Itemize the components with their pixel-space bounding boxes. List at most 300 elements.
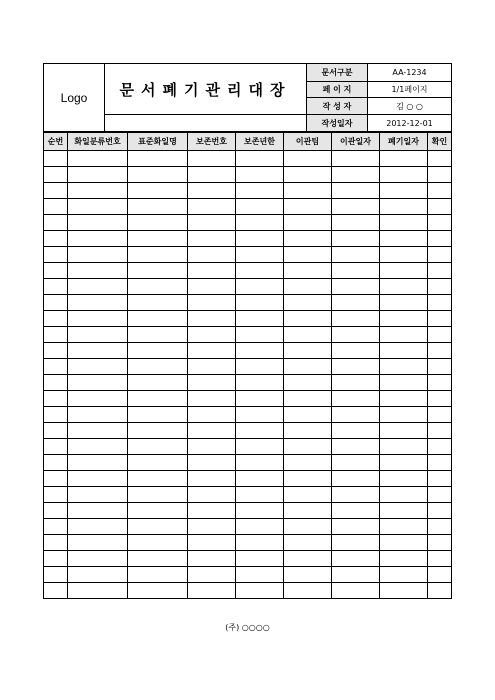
table-row — [44, 535, 452, 551]
table-cell[interactable] — [128, 311, 188, 327]
table-cell[interactable] — [128, 407, 188, 423]
table-cell[interactable] — [332, 455, 380, 471]
table-cell[interactable] — [188, 423, 236, 439]
table-cell[interactable] — [380, 503, 428, 519]
table-cell[interactable] — [188, 439, 236, 455]
table-cell[interactable] — [236, 423, 284, 439]
table-cell[interactable] — [380, 375, 428, 391]
table-cell[interactable] — [380, 551, 428, 567]
table-cell[interactable] — [380, 215, 428, 231]
table-cell[interactable] — [428, 167, 452, 183]
table-cell[interactable] — [68, 535, 128, 551]
table-cell[interactable] — [44, 471, 68, 487]
table-cell[interactable] — [44, 535, 68, 551]
table-cell[interactable] — [428, 551, 452, 567]
col-header-transfer-date: 이관일자 — [332, 133, 380, 151]
table-cell[interactable] — [428, 279, 452, 295]
table-cell[interactable] — [332, 519, 380, 535]
table-cell[interactable] — [44, 375, 68, 391]
table-cell[interactable] — [332, 407, 380, 423]
table-cell[interactable] — [284, 535, 332, 551]
table-cell[interactable] — [188, 215, 236, 231]
table-cell[interactable] — [188, 167, 236, 183]
table-cell[interactable] — [188, 343, 236, 359]
table-cell[interactable] — [68, 487, 128, 503]
table-cell[interactable] — [380, 247, 428, 263]
table-row — [44, 407, 452, 423]
table-cell[interactable] — [380, 407, 428, 423]
table-cell[interactable] — [68, 343, 128, 359]
table-cell[interactable] — [236, 407, 284, 423]
table-cell[interactable] — [128, 439, 188, 455]
table-cell[interactable] — [68, 231, 128, 247]
table-row — [44, 279, 452, 295]
table-cell[interactable] — [44, 343, 68, 359]
table-cell[interactable] — [284, 567, 332, 583]
table-cell[interactable] — [284, 263, 332, 279]
table-cell[interactable] — [68, 423, 128, 439]
table-cell[interactable] — [44, 455, 68, 471]
table-cell[interactable] — [332, 279, 380, 295]
table-cell[interactable] — [284, 167, 332, 183]
table-cell[interactable] — [128, 375, 188, 391]
table-cell[interactable] — [68, 311, 128, 327]
table-cell[interactable] — [128, 327, 188, 343]
table-cell[interactable] — [284, 279, 332, 295]
table-cell[interactable] — [68, 327, 128, 343]
table-cell[interactable] — [68, 503, 128, 519]
table-cell[interactable] — [188, 199, 236, 215]
table-cell[interactable] — [68, 439, 128, 455]
table-cell[interactable] — [68, 247, 128, 263]
table-row — [44, 503, 452, 519]
table-cell[interactable] — [44, 231, 68, 247]
footer-company: (주) ○○○○ — [225, 623, 270, 632]
table-cell[interactable] — [188, 455, 236, 471]
table-cell[interactable] — [380, 519, 428, 535]
table-cell[interactable] — [332, 535, 380, 551]
table-row — [44, 551, 452, 567]
field-value-page: 1/1페이지 — [368, 82, 452, 98]
table-cell[interactable] — [236, 231, 284, 247]
table-cell[interactable] — [44, 439, 68, 455]
table-cell[interactable] — [236, 311, 284, 327]
table-cell[interactable] — [128, 455, 188, 471]
table-cell[interactable] — [380, 167, 428, 183]
table-cell[interactable] — [44, 391, 68, 407]
table-cell[interactable] — [44, 423, 68, 439]
table-cell[interactable] — [284, 215, 332, 231]
table-cell[interactable] — [68, 263, 128, 279]
table-cell[interactable] — [68, 151, 128, 167]
col-header-confirm: 확인 — [428, 133, 452, 151]
table-cell[interactable] — [128, 231, 188, 247]
table-cell[interactable] — [380, 359, 428, 375]
table-cell[interactable] — [380, 263, 428, 279]
table-cell[interactable] — [128, 263, 188, 279]
table-cell[interactable] — [128, 151, 188, 167]
table-cell[interactable] — [68, 455, 128, 471]
table-cell[interactable] — [128, 423, 188, 439]
table-cell[interactable] — [236, 455, 284, 471]
table-header-row — [44, 133, 452, 151]
table-cell[interactable] — [284, 391, 332, 407]
table-cell[interactable] — [188, 487, 236, 503]
table-cell[interactable] — [236, 359, 284, 375]
table-cell[interactable] — [44, 551, 68, 567]
table-cell[interactable] — [188, 503, 236, 519]
table-row — [44, 183, 452, 199]
table-row — [44, 311, 452, 327]
table-row — [44, 439, 452, 455]
table-cell[interactable] — [332, 231, 380, 247]
table-cell[interactable] — [128, 583, 188, 599]
table-cell[interactable] — [128, 519, 188, 535]
table-cell[interactable] — [188, 391, 236, 407]
table-cell[interactable] — [332, 359, 380, 375]
table-cell[interactable] — [188, 407, 236, 423]
table-cell[interactable] — [428, 519, 452, 535]
table-row — [44, 263, 452, 279]
table-cell[interactable] — [188, 279, 236, 295]
table-cell[interactable] — [428, 183, 452, 199]
table-cell[interactable] — [128, 183, 188, 199]
table-cell[interactable] — [428, 295, 452, 311]
table-cell[interactable] — [236, 439, 284, 455]
table-cell[interactable] — [188, 375, 236, 391]
col-header-std-file-name: 표준화일명 — [128, 133, 188, 151]
table-cell[interactable] — [332, 151, 380, 167]
table-cell[interactable] — [128, 503, 188, 519]
table-cell[interactable] — [44, 311, 68, 327]
table-cell[interactable] — [128, 215, 188, 231]
table-cell[interactable] — [68, 375, 128, 391]
table-cell[interactable] — [68, 471, 128, 487]
table-cell[interactable] — [428, 423, 452, 439]
table-cell[interactable] — [380, 151, 428, 167]
table-cell[interactable] — [44, 407, 68, 423]
table-cell[interactable] — [428, 439, 452, 455]
table-cell[interactable] — [188, 327, 236, 343]
table-cell[interactable] — [284, 151, 332, 167]
table-cell[interactable] — [380, 231, 428, 247]
table-cell[interactable] — [284, 295, 332, 311]
table-cell[interactable] — [332, 343, 380, 359]
table-row — [44, 151, 452, 167]
table-cell[interactable] — [332, 375, 380, 391]
table-cell[interactable] — [380, 423, 428, 439]
table-cell[interactable] — [68, 391, 128, 407]
table-cell[interactable] — [284, 359, 332, 375]
table-cell[interactable] — [128, 487, 188, 503]
table-cell[interactable] — [428, 263, 452, 279]
table-cell[interactable] — [236, 295, 284, 311]
table-cell[interactable] — [332, 295, 380, 311]
table-cell[interactable] — [68, 199, 128, 215]
table-cell[interactable] — [44, 583, 68, 599]
table-row — [44, 375, 452, 391]
table-cell[interactable] — [44, 215, 68, 231]
table-cell[interactable] — [68, 183, 128, 199]
table-cell[interactable] — [428, 343, 452, 359]
table-cell[interactable] — [284, 375, 332, 391]
table-row — [44, 583, 452, 599]
table-row — [44, 423, 452, 439]
table-cell[interactable] — [128, 199, 188, 215]
table-cell[interactable] — [332, 247, 380, 263]
table-cell[interactable] — [428, 503, 452, 519]
table-cell[interactable] — [68, 279, 128, 295]
table-cell[interactable] — [284, 311, 332, 327]
field-label-author: 작 성 자 — [307, 98, 368, 115]
table-cell[interactable] — [380, 295, 428, 311]
col-header-retention-period: 보존년한 — [236, 133, 284, 151]
table-cell[interactable] — [128, 359, 188, 375]
table-cell[interactable] — [380, 487, 428, 503]
table-cell[interactable] — [380, 199, 428, 215]
table-cell[interactable] — [44, 167, 68, 183]
table-cell[interactable] — [128, 167, 188, 183]
table-cell[interactable] — [332, 583, 380, 599]
table-row — [44, 487, 452, 503]
table-cell[interactable] — [44, 359, 68, 375]
table-cell[interactable] — [332, 167, 380, 183]
document-sheet — [43, 63, 451, 599]
table-cell[interactable] — [236, 343, 284, 359]
table-cell[interactable] — [236, 375, 284, 391]
table-cell[interactable] — [332, 183, 380, 199]
table-cell[interactable] — [236, 327, 284, 343]
table-cell[interactable] — [428, 567, 452, 583]
table-cell[interactable] — [128, 343, 188, 359]
table-cell[interactable] — [332, 391, 380, 407]
table-cell[interactable] — [428, 471, 452, 487]
table-cell[interactable] — [284, 231, 332, 247]
table-cell[interactable] — [188, 247, 236, 263]
table-cell[interactable] — [380, 439, 428, 455]
table-cell[interactable] — [68, 359, 128, 375]
table-cell[interactable] — [380, 343, 428, 359]
table-cell[interactable] — [188, 231, 236, 247]
table-cell[interactable] — [188, 359, 236, 375]
table-cell[interactable] — [188, 519, 236, 535]
table-cell[interactable] — [236, 247, 284, 263]
table-cell[interactable] — [380, 279, 428, 295]
table-cell[interactable] — [428, 311, 452, 327]
table-cell[interactable] — [128, 247, 188, 263]
table-cell[interactable] — [236, 263, 284, 279]
table-cell[interactable] — [284, 407, 332, 423]
table-cell[interactable] — [128, 535, 188, 551]
table-cell[interactable] — [236, 183, 284, 199]
table-row — [44, 519, 452, 535]
table-cell[interactable] — [284, 487, 332, 503]
field-value-author: 김 ○ ○ — [368, 98, 452, 115]
table-cell[interactable] — [44, 327, 68, 343]
table-cell[interactable] — [428, 359, 452, 375]
table-cell[interactable] — [44, 279, 68, 295]
field-label-doc-type: 문서구분 — [307, 64, 368, 82]
table-row — [44, 343, 452, 359]
col-header-file-class-no: 화일분류번호 — [68, 133, 128, 151]
table-cell[interactable] — [236, 167, 284, 183]
table-cell[interactable] — [236, 391, 284, 407]
table-cell[interactable] — [380, 535, 428, 551]
table-row — [44, 295, 452, 311]
table-row — [44, 567, 452, 583]
table-cell[interactable] — [332, 263, 380, 279]
table-cell[interactable] — [44, 519, 68, 535]
table-cell[interactable] — [44, 295, 68, 311]
table-cell[interactable] — [428, 535, 452, 551]
table-cell[interactable] — [380, 391, 428, 407]
table-cell[interactable] — [284, 343, 332, 359]
table-cell[interactable] — [332, 215, 380, 231]
table-cell[interactable] — [188, 263, 236, 279]
table-cell[interactable] — [428, 231, 452, 247]
table-cell[interactable] — [188, 311, 236, 327]
table-cell[interactable] — [428, 327, 452, 343]
table-cell[interactable] — [188, 551, 236, 567]
table-cell[interactable] — [284, 551, 332, 567]
table-cell[interactable] — [188, 535, 236, 551]
table-cell[interactable] — [332, 487, 380, 503]
table-cell[interactable] — [284, 503, 332, 519]
table-cell[interactable] — [380, 183, 428, 199]
table-cell[interactable] — [44, 151, 68, 167]
table-cell[interactable] — [68, 215, 128, 231]
table-cell[interactable] — [284, 183, 332, 199]
field-value-doc-type: AA-1234 — [368, 64, 452, 82]
table-cell[interactable] — [428, 407, 452, 423]
table-row — [44, 359, 452, 375]
table-cell[interactable] — [332, 503, 380, 519]
disposal-table — [43, 132, 452, 599]
table-cell[interactable] — [428, 247, 452, 263]
table-cell[interactable] — [68, 551, 128, 567]
table-cell[interactable] — [380, 567, 428, 583]
table-cell[interactable] — [188, 471, 236, 487]
table-cell[interactable] — [236, 503, 284, 519]
table-cell[interactable] — [332, 471, 380, 487]
table-cell[interactable] — [236, 551, 284, 567]
field-label-page: 페 이 지 — [307, 82, 368, 98]
table-cell[interactable] — [236, 279, 284, 295]
table-cell[interactable] — [128, 551, 188, 567]
table-cell[interactable] — [380, 583, 428, 599]
table-cell[interactable] — [428, 375, 452, 391]
table-cell[interactable] — [284, 423, 332, 439]
table-cell[interactable] — [284, 455, 332, 471]
table-cell[interactable] — [188, 295, 236, 311]
table-cell[interactable] — [68, 295, 128, 311]
table-row — [44, 327, 452, 343]
table-cell[interactable] — [332, 327, 380, 343]
table-cell[interactable] — [236, 471, 284, 487]
table-row — [44, 471, 452, 487]
table-cell[interactable] — [428, 583, 452, 599]
table-cell[interactable] — [68, 567, 128, 583]
table-cell[interactable] — [332, 551, 380, 567]
table-cell[interactable] — [284, 583, 332, 599]
table-cell[interactable] — [68, 407, 128, 423]
table-cell[interactable] — [128, 279, 188, 295]
table-cell[interactable] — [332, 439, 380, 455]
document-header — [43, 63, 452, 132]
table-cell[interactable] — [332, 423, 380, 439]
table-cell[interactable] — [284, 439, 332, 455]
col-header-retention-no: 보존번호 — [188, 133, 236, 151]
table-cell[interactable] — [236, 583, 284, 599]
table-cell[interactable] — [44, 567, 68, 583]
table-cell[interactable] — [236, 535, 284, 551]
table-cell[interactable] — [236, 215, 284, 231]
table-cell[interactable] — [380, 455, 428, 471]
table-cell[interactable] — [236, 151, 284, 167]
table-cell[interactable] — [128, 295, 188, 311]
table-row — [44, 231, 452, 247]
table-cell[interactable] — [236, 567, 284, 583]
table-cell[interactable] — [68, 519, 128, 535]
table-row — [44, 391, 452, 407]
table-cell[interactable] — [44, 503, 68, 519]
table-cell[interactable] — [380, 311, 428, 327]
table-cell[interactable] — [332, 199, 380, 215]
table-cell[interactable] — [44, 263, 68, 279]
table-cell[interactable] — [284, 471, 332, 487]
table-cell[interactable] — [128, 391, 188, 407]
table-cell[interactable] — [284, 327, 332, 343]
table-cell[interactable] — [332, 567, 380, 583]
col-header-transfer-team: 이관팀 — [284, 133, 332, 151]
table-cell[interactable] — [128, 471, 188, 487]
table-cell[interactable] — [380, 327, 428, 343]
table-cell[interactable] — [284, 519, 332, 535]
table-cell[interactable] — [284, 247, 332, 263]
table-cell[interactable] — [44, 183, 68, 199]
table-cell[interactable] — [44, 247, 68, 263]
table-cell[interactable] — [68, 583, 128, 599]
table-cell[interactable] — [284, 199, 332, 215]
table-cell[interactable] — [428, 199, 452, 215]
table-cell[interactable] — [428, 151, 452, 167]
table-body — [44, 151, 452, 599]
table-cell[interactable] — [44, 487, 68, 503]
col-header-disposal-date: 폐기일자 — [380, 133, 428, 151]
document-title: 문서폐기관리대장 — [105, 64, 307, 115]
table-row — [44, 247, 452, 263]
table-cell[interactable] — [332, 311, 380, 327]
title-spacer — [105, 115, 307, 132]
table-cell[interactable] — [380, 471, 428, 487]
table-cell[interactable] — [188, 567, 236, 583]
table-cell[interactable] — [188, 151, 236, 167]
table-cell[interactable] — [428, 487, 452, 503]
table-cell[interactable] — [128, 567, 188, 583]
table-cell[interactable] — [44, 199, 68, 215]
table-cell[interactable] — [188, 183, 236, 199]
table-cell[interactable] — [236, 199, 284, 215]
table-cell[interactable] — [428, 215, 452, 231]
table-cell[interactable] — [188, 583, 236, 599]
table-cell[interactable] — [68, 167, 128, 183]
table-cell[interactable] — [428, 455, 452, 471]
table-cell[interactable] — [236, 487, 284, 503]
table-row — [44, 215, 452, 231]
field-label-date: 작성일자 — [307, 115, 368, 132]
table-cell[interactable] — [236, 519, 284, 535]
table-cell[interactable] — [428, 391, 452, 407]
